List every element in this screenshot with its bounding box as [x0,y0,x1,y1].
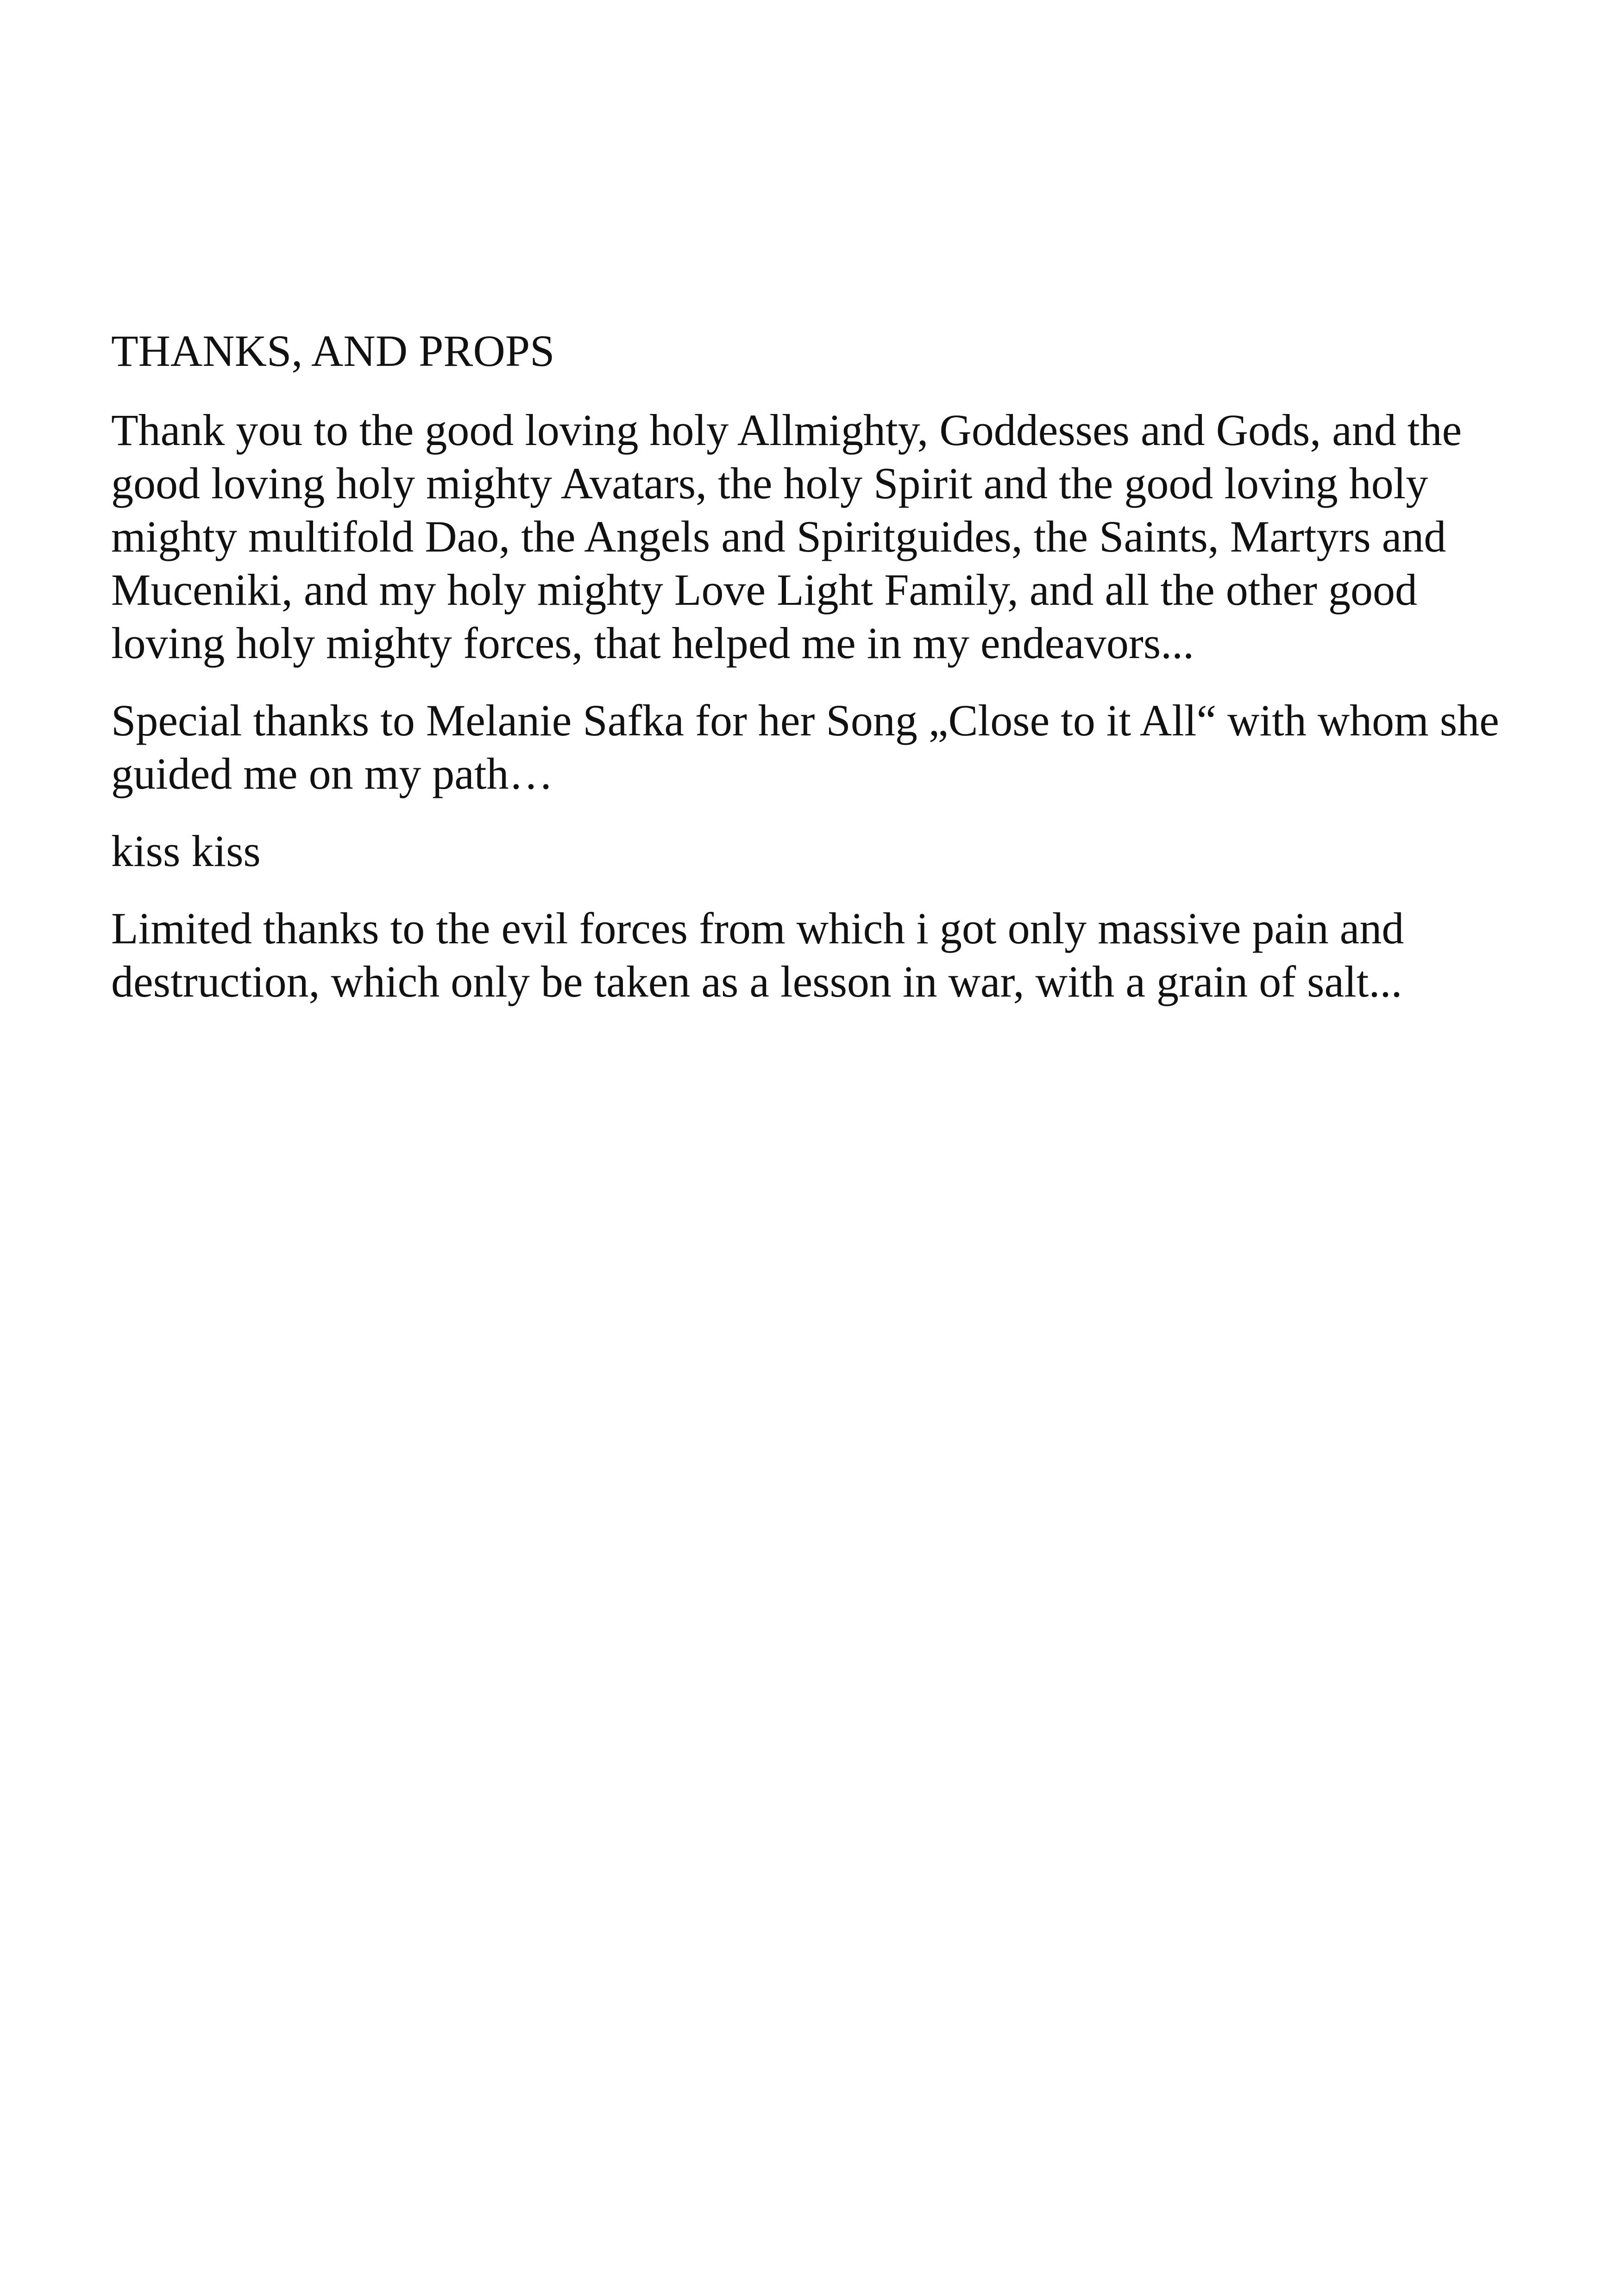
paragraph-kiss: kiss kiss [111,826,261,876]
paragraph-special-thanks: Special thanks to Melanie Safka for her Song „Close to it All“ with whom she guided me on my path… [111,696,1499,798]
document-body [111,324,1528,1032]
paragraph-thanks: Thank you to the good loving holy Allmighty, Goddesses and Gods, and the good loving holy mighty Avatars, the holy Spirit and the good loving holy mighty multifold Dao, the Angels and Spiritguides, the Saints, Martyrs and Muceniki, and my holy mighty Love Light Family, and all the other good loving holy mighty forces, that helped me in my endeavors... [111,405,1462,668]
paragraph-limited-thanks: Limited thanks to the evil forces from which i got only massive pain and destruction, which only be taken as a lesson in war, with a grain of salt... [111,903,1404,1006]
section-heading: THANKS, AND PROPS [111,326,555,376]
